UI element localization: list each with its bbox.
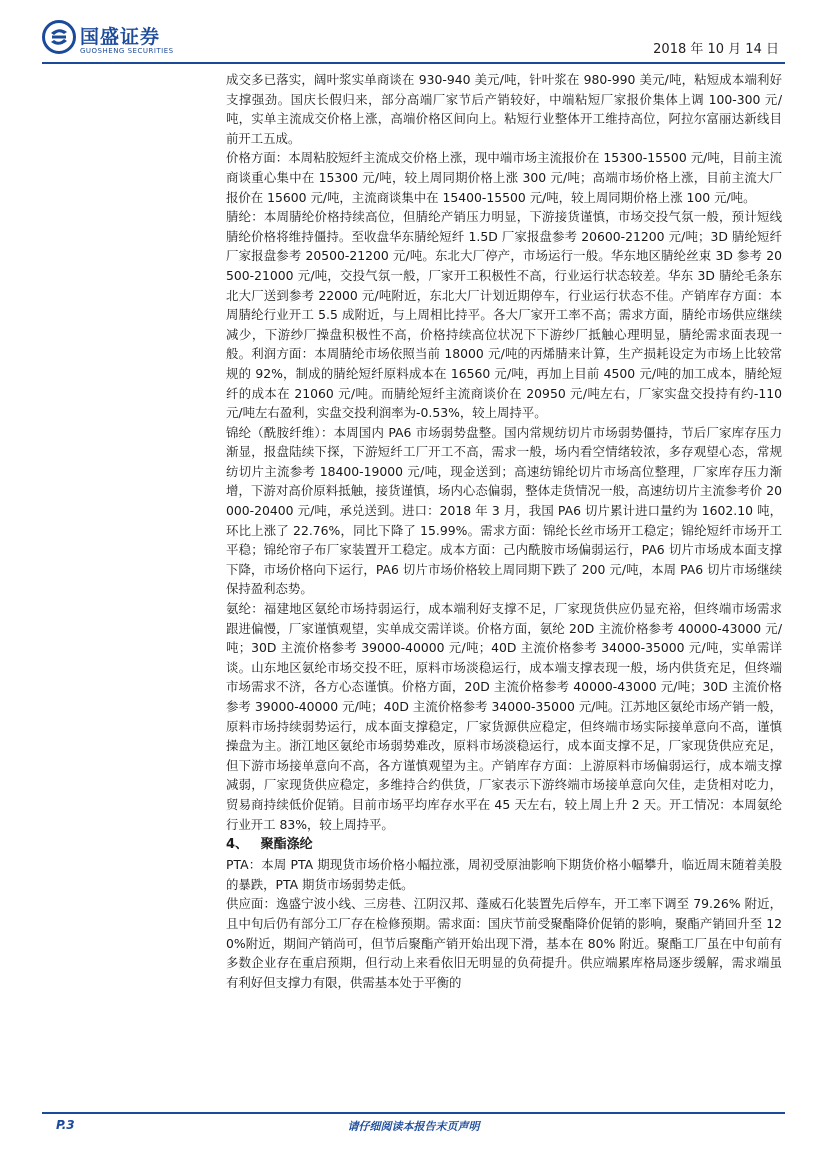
brand-subtitle: GUOSHENG SECURITIES: [80, 47, 174, 55]
paragraph-viscose-price: 价格方面：本周粘胶短纤主流成交价格上涨，现中端市场主流报价在 15300-15500 元/吨，目前主流商谈重心集中在 15300 元/吨，较上周同期价格上涨 300 元/吨；高端市场价格上涨，目前主流大厂报价在 15600 元/吨，主流商谈集中在 15400-15500 元/吨，较上周同期价格上涨 100 元/吨。: [226, 150, 782, 205]
section-number: 4、: [226, 837, 249, 853]
report-body: [226, 70, 782, 992]
section-title: 聚酯涤纶: [260, 837, 313, 853]
header-rule: [42, 62, 785, 64]
paragraph-viscose-cost: 成交多已落实，阔叶浆实单商谈在 930-940 美元/吨，针叶浆在 980-990 美元/吨，粘短成本端利好支撑强劲。国庆长假归来，部分高端厂家节后产销较好，中端粘短厂家报价集体上调 100-300 元/吨，实单主流成交价格上涨，高端价格区间向上。粘短行业整体开工维持高位，阿拉尔富丽达新线目前开工五成。: [226, 72, 782, 146]
paragraph-nylon: 锦纶（酰胺纤维）：本周国内 PA6 市场弱势盘整。国内常规纺切片市场弱势僵持，节后厂家库存压力渐显，报盘陆续下探，下游短纤工厂开工不高，需求一般，场内看空情绪较浓，多存观望心态，常规纺切片主流参考 18400-19000 元/吨，现金送到；高速纺锦纶切片市场高位整理，厂家库存压力渐增，下游对高价原料抵触，接货谨慎，场内心态偏弱，整体走货情况一般，高速纺切片主流参考价 20000-20400 元/吨，承兑送到。进口：2018 年 3 月，我国 PA6 切片累计进口量约为 1602.10 吨，环比上涨了 22.76%，同比下降了 15.99%。需求方面：锦纶长丝市场开工稳定；锦纶短纤市场开工平稳；锦纶帘子布厂家装置开工稳定。成本方面：己内酰胺市场偏弱运行，PA6 切片市场成本面支撑下降，市场价格向下运行，PA6 切片市场价格较上周同期下跌了 200 元/吨，本周 PA6 切片市场继续保持盈利态势。: [226, 424, 782, 597]
footer-rule: [42, 1112, 785, 1114]
paragraph-pta: PTA：本周 PTA 期现货市场价格小幅拉涨，周初受原油影响下期货价格小幅攀升，临近周末随着美股的暴跌，PTA 期货市场弱势走低。: [226, 857, 782, 892]
paragraph-spandex: 氨纶：福建地区氨纶市场持弱运行，成本端利好支撑不足，厂家现货供应仍显充裕，但终端市场需求跟进偏慢，厂家谨慎观望，实单成交需详谈。价格方面，氨纶 20D 主流价格参考 40000-43000 元/吨；30D 主流价格参考 39000-40000 元/吨；40D 主流价格参考 34000-35000 元/吨，实单需详谈。山东地区氨纶市场交投不旺，原料市场淡稳运行，成本端支撑表现一般，场内供货充足，但终端市场需求不济，各方心态谨慎。价格方面，20D 主流价格参考 40000-43000 元/吨；30D 主流价格参考 39000-40000 元/吨；40D 主流价格参考 34000-35000 元/吨。江苏地区氨纶市场产销一般，原料市场持续弱势运行，成本面支撑稳定，厂家货源供应稳定，但终端市场实际接单意向不高，谨慎操盘为主。浙江地区氨纶市场弱势难改，原料市场淡稳运行，成本面支撑不足，厂家现货供应充足，但下游市场接单意向不高，各方谨慎观望为主。产销库存方面：上游原料市场偏弱运行，成本端支撑减弱，厂家现货供应稳定，多维持合约供货，厂家表示下游终端市场接单意向欠佳，走货相对吃力，贸易商持续低价促销。目前市场平均库存水平在 45 天左右，较上周上升 2 天。开工情况：本周氨纶行业开工 83%，较上周持平。: [226, 601, 782, 832]
report-date: 2018 年 10 月 14 日: [653, 42, 779, 57]
paragraph-supply: 供应面：逸盛宁波小线、三房巷、江阴汉邦、蓬威石化装置先后停车，开工率下调至 79.26% 附近，且中旬后仍有部分工厂存在检修预期。需求面：国庆节前受聚酯降价促销的影响，聚酯产销回升至 120%附近，期间产销尚可，但节后聚酯产销开始出现下滑，基本在 80% 附近。聚酯工厂虽在中旬前有多数企业存在重启预期，但行动上来看依旧无明显的负荷提升。供应端累库格局逐步缓解，需求端虽有利好但支撑力有限，供需基本处于平衡的: [226, 896, 782, 990]
guosheng-logo-icon: [42, 20, 76, 54]
page-header: [0, 0, 827, 66]
section-heading: [226, 835, 782, 855]
brand-name: 国盛证券: [80, 26, 161, 48]
disclaimer-notice: 请仔细阅读本报告末页声明: [347, 1120, 480, 1133]
page-number: P.3: [56, 1118, 75, 1132]
brand-logo: [42, 20, 192, 60]
paragraph-acrylic: 腈纶：本周腈纶价格持续高位，但腈纶产销压力明显，下游接货谨慎，市场交投气氛一般，预计短线腈纶价格将维持僵持。至收盘华东腈纶短纤 1.5D 厂家报盘参考 20600-21200 元/吨；3D 腈纶短纤厂家报盘参考 20500-21200 元/吨。东北大厂停产，市场运行一般。华东地区腈纶丝束 3D 参考 20500-21000 元/吨，交投气氛一般，厂家开工积极性不高，行业运行状态较差。华东 3D 腈纶毛条东北大厂送到参考 22000 元/吨附近，东北大厂计划近期停车，行业运行状态不佳。产销库存方面：本周腈纶行业开工 5.5 成附近，与上周相比持平。各大厂家开工率不高；需求方面，腈纶市场供应继续减少，下游纱厂操盘积极性不高，价格持续高位状况下下游纱厂抵触心理明显，腈纶需求面表现一般。利润方面：本周腈纶市场依照当前 18000 元/吨的丙烯腈来计算，生产损耗设定为市场上比较常规的 92%，制成的腈纶短纤原料成本在 16560 元/吨，再加上目前 4500 元/吨的加工成本，腈纶短纤的成本在 21060 元/吨。而腈纶短纤主流商谈价在 20950 元/吨左右，厂家实盘交投持有约-110 元/吨左右盈利，实盘交投利润率为-0.53%，较上周持平。: [226, 209, 782, 421]
